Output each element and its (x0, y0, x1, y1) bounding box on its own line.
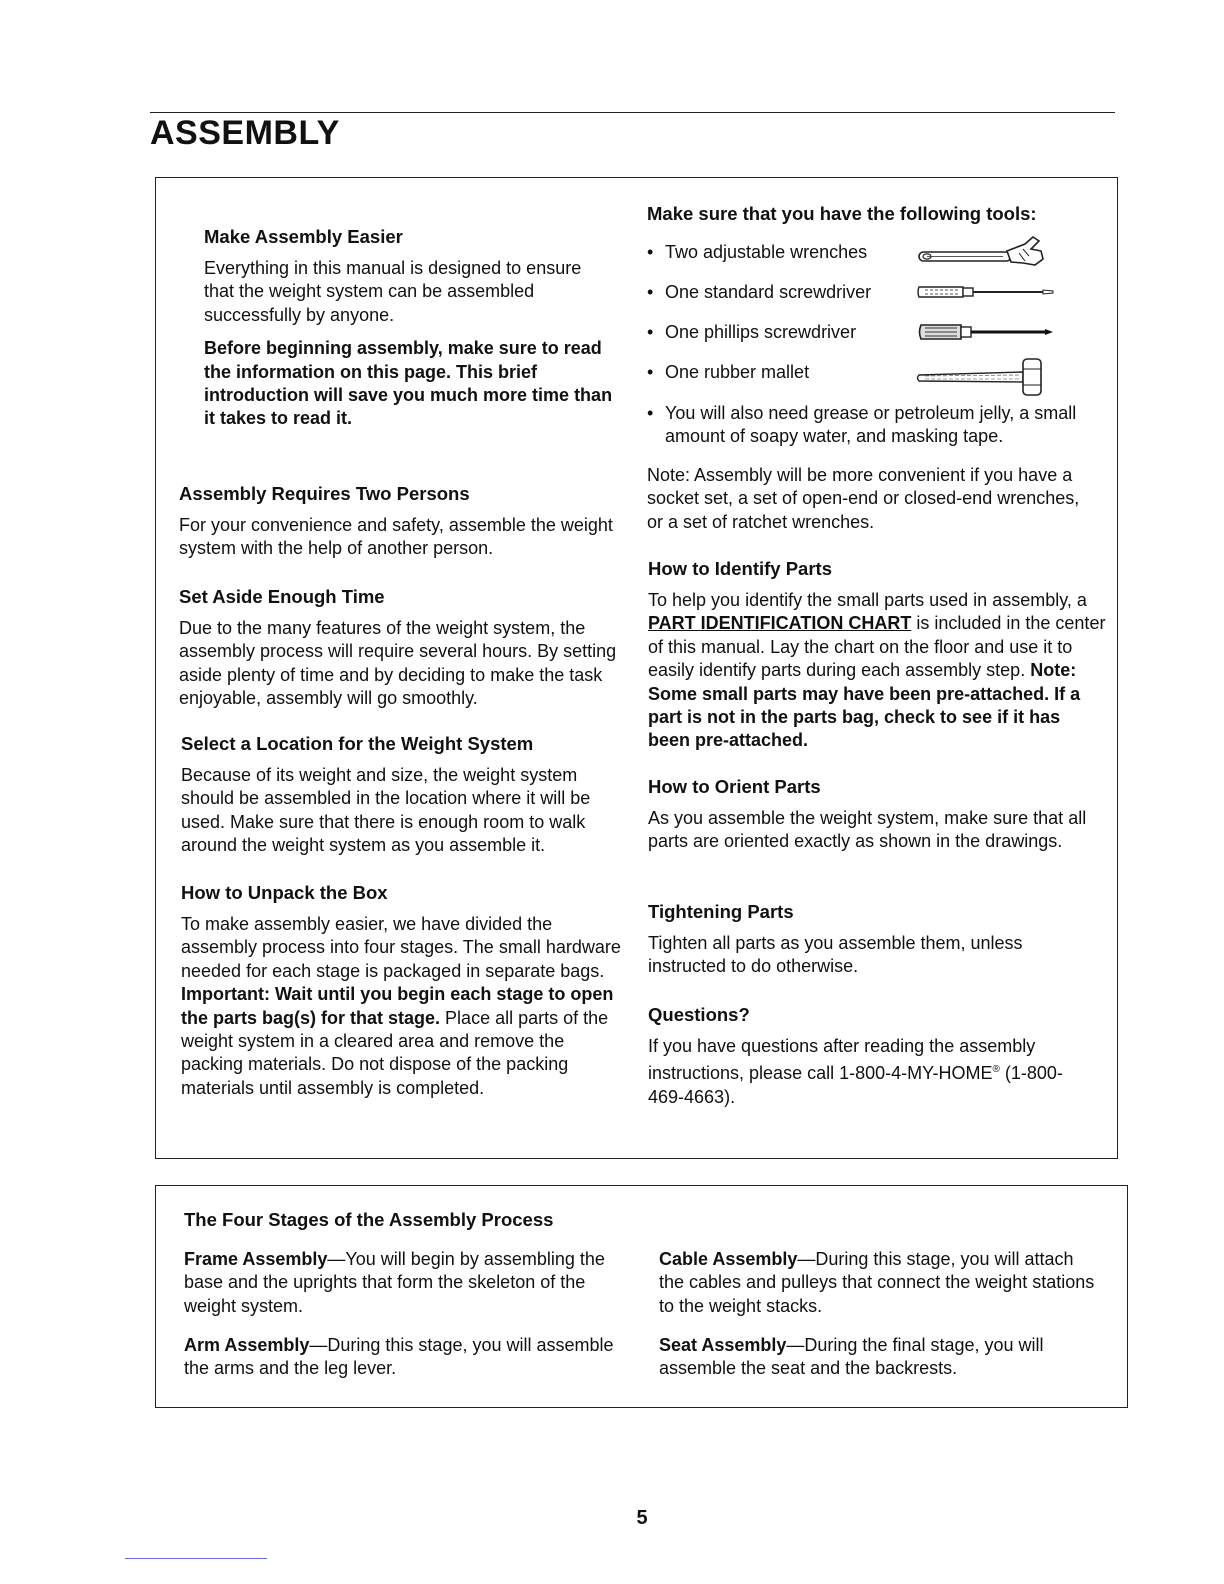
cable-assembly-title: Cable Assembly (659, 1249, 798, 1269)
page-title: ASSEMBLY (150, 114, 340, 152)
adjustable-wrench-icon (915, 235, 1050, 273)
cable-assembly-body: —During this stage, you will attach the cables and pulleys that connect the weight stations to the weight stacks. (659, 1249, 1095, 1316)
identify-parts-heading: How to Identify Parts (648, 558, 832, 579)
questions-body-1: If you have questions after reading the assembly instructions, please call 1-800-4-MY-HOME (648, 1036, 1036, 1084)
two-persons-heading: Assembly Requires Two Persons (179, 483, 470, 504)
unpack-body-2: Place all parts of the weight system in a cleared area and remove the packing materials. Do not dispose of the packing materials until assembly is completed. (181, 1007, 609, 1098)
orient-parts-section (648, 775, 1103, 854)
bullet: • (647, 322, 654, 342)
orient-parts-heading: How to Orient Parts (648, 776, 821, 797)
registered-mark: ® (992, 1064, 1000, 1076)
cable-assembly-stage (659, 1248, 1103, 1318)
pre-attached-note: Note: Some small parts may have been pre-attached. If a part is not in the parts bag, check to see if it has been pre-attached. (648, 660, 1081, 751)
tightening-parts-heading: Tightening Parts (648, 901, 794, 922)
tools-extra-item (647, 402, 1087, 449)
frame-assembly-title: Frame Assembly (184, 1249, 328, 1269)
identify-parts-body-2: is included in the center of this manual. Lay the chart on the floor and use it to easily identify parts during each assembly step. (648, 613, 1106, 681)
seat-assembly-stage (659, 1334, 1103, 1381)
unpack-heading: How to Unpack the Box (181, 882, 388, 903)
seat-assembly-title: Seat Assembly (659, 1335, 787, 1355)
make-assembly-easier-body: Everything in this manual is designed to ensure that the weight system can be assembled successfully by anyone. (204, 258, 582, 325)
identify-parts-section (648, 557, 1106, 753)
unpack-important-note: Important: Wait until you begin each stage to open the parts bag(s) for that stage. (181, 984, 614, 1028)
tightening-parts-section (648, 900, 1088, 979)
bullet: • (647, 242, 654, 262)
set-aside-time-heading: Set Aside Enough Time (179, 586, 385, 607)
before-beginning-note: Before beginning assembly, make sure to read the information on this page. This brief introduction will save you much more time than it takes to read it. (204, 338, 613, 429)
phillips-screwdriver-icon (915, 315, 1060, 349)
stages-heading: The Four Stages of the Assembly Process (184, 1209, 554, 1230)
tools-heading: Make sure that you have the following tools: (647, 203, 1037, 224)
questions-section (648, 1003, 1088, 1109)
set-aside-time-section (179, 585, 629, 711)
seat-assembly-body: —During the final stage, you will assemble the seat and the backrests. (659, 1335, 1044, 1379)
convenience-note: Note: Assembly will be more convenient if you have a socket set, a set of open-end or closed-end wrenches, or a set of ratchet wrenches. (647, 465, 1080, 532)
make-assembly-easier-section (204, 225, 614, 431)
arm-assembly-stage (184, 1334, 628, 1381)
tool-label: One standard screwdriver (665, 282, 872, 302)
make-assembly-easier-heading: Make Assembly Easier (204, 226, 403, 247)
two-persons-section (179, 482, 619, 561)
orient-parts-body: As you assemble the weight system, make sure that all parts are oriented exactly as shown in the drawings. (648, 808, 1087, 852)
tightening-parts-body: Tighten all parts as you assemble them, unless instructed to do otherwise. (648, 933, 1023, 977)
standard-screwdriver-icon (915, 275, 1060, 309)
footer-link-underline (125, 1558, 267, 1559)
location-heading: Select a Location for the Weight System (181, 733, 534, 754)
tools-extra-text: You will also need grease or petroleum jelly, a small amount of soapy water, and masking tape. (665, 403, 1077, 447)
identify-parts-body-1: To help you identify the small parts used in assembly, a (648, 590, 1087, 610)
tool-item-rubber-mallet (647, 361, 1087, 401)
arm-assembly-body: —During this stage, you will assemble the arms and the leg lever. (184, 1335, 614, 1379)
frame-assembly-stage (184, 1248, 628, 1318)
set-aside-time-body: Due to the many features of the weight system, the assembly process will require several hours. By setting aside plenty of time and by deciding to make the task enjoyable, assembly will go smoothly. (179, 618, 617, 709)
top-rule (150, 112, 1115, 113)
questions-heading: Questions? (648, 1004, 750, 1025)
two-persons-body: For your convenience and safety, assemble the weight system with the help of another person. (179, 515, 613, 559)
location-body: Because of its weight and size, the weight system should be assembled in the location where it will be used. Make sure that there is enough room to walk around the weight system as you assemble it. (181, 765, 591, 856)
unpack-body-1: To make assembly easier, we have divided the assembly process into four stages. The small hardware needed for each stage is packaged in separate bags. (181, 914, 621, 981)
bullet: • (647, 362, 654, 382)
questions-phone: (1-800-469-4663). (648, 1063, 1063, 1107)
arm-assembly-title: Arm Assembly (184, 1335, 310, 1355)
page-number: 5 (636, 1507, 648, 1529)
rubber-mallet-icon (915, 355, 1060, 401)
bullet: • (647, 282, 654, 302)
bullet: • (647, 403, 654, 423)
tool-label: One phillips screwdriver (665, 322, 857, 342)
location-section (181, 732, 631, 858)
tool-label: Two adjustable wrenches (665, 242, 868, 262)
part-identification-chart-link: PART IDENTIFICATION CHART (648, 613, 912, 634)
frame-assembly-body: —You will begin by assembling the base and the uprights that form the skeleton of the weight system. (184, 1249, 605, 1316)
tool-label: One rubber mallet (665, 362, 810, 382)
unpack-section (181, 881, 627, 1100)
